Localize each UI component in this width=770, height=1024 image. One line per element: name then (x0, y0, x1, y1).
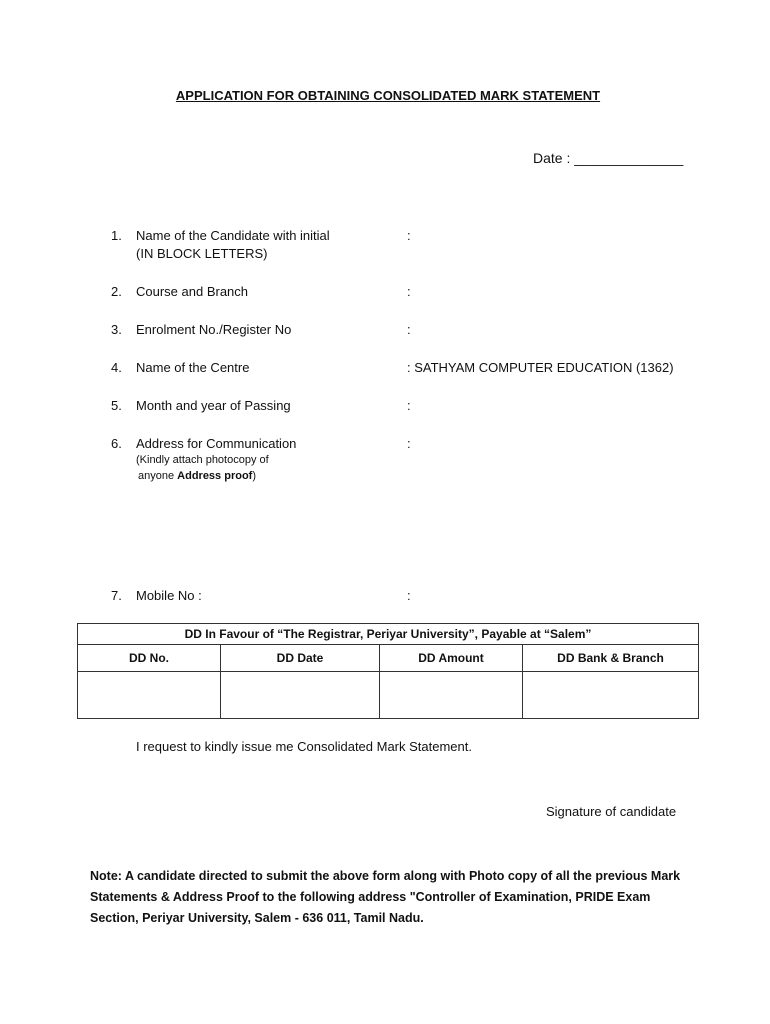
dd-col-no: DD No. (78, 645, 221, 672)
item-7-label: Mobile No : (136, 588, 202, 603)
dd-amount-cell (380, 672, 523, 719)
item-5-label: Month and year of Passing (136, 398, 291, 413)
item-6-note-line1: (Kindly attach photocopy of (136, 454, 269, 466)
item-1-value: : (407, 228, 411, 243)
item-6-note-suffix: ) (252, 470, 257, 482)
item-2-label: Course and Branch (136, 284, 249, 299)
request-statement: I request to kindly issue me Consolidated Mark Statement. (136, 739, 472, 754)
dd-col-bank: DD Bank & Branch (523, 645, 699, 672)
item-6-value: : (407, 436, 411, 451)
item-1-label: Name of the Candidate with initial (136, 228, 330, 243)
item-1-sublabel: (IN BLOCK LETTERS) (136, 246, 268, 261)
item-3-value: : (407, 322, 411, 337)
footnote: Note: A candidate directed to submit the above form along with Photo copy of all the previous Mark Statements & Address Proof to the following address "Controller of Examination, PRIDE Exam Section, Periyar University, Salem - 636 011, Tamil Nadu. (90, 869, 681, 925)
item-6-note-prefix: anyone (138, 470, 178, 482)
dd-bank-cell (523, 672, 699, 719)
item-4-number: 4. (111, 360, 122, 375)
item-7-value: : (407, 588, 411, 603)
item-2-value: : (407, 284, 411, 299)
date-field: Date : ______________ (533, 150, 684, 166)
item-6-note-line2 (138, 470, 256, 482)
form-title: APPLICATION FOR OBTAINING CONSOLIDATED MARK STATEMENT (175, 88, 601, 103)
dd-table (77, 623, 699, 719)
item-4-value: : SATHYAM COMPUTER EDUCATION (1362) (407, 360, 674, 375)
item-5-number: 5. (111, 398, 122, 413)
item-6-number: 6. (111, 436, 122, 451)
item-2-number: 2. (111, 284, 122, 299)
dd-date-cell (221, 672, 380, 719)
dd-no-cell (78, 672, 221, 719)
signature-label: Signature of candidate (546, 804, 677, 819)
dd-col-date: DD Date (221, 645, 380, 672)
item-6-label: Address for Communication (136, 436, 297, 451)
dd-table-heading: DD In Favour of “The Registrar, Periyar University”, Payable at “Salem” (78, 624, 699, 645)
item-1-number: 1. (111, 228, 122, 243)
dd-col-amount: DD Amount (380, 645, 523, 672)
item-3-number: 3. (111, 322, 122, 337)
item-5-value: : (407, 398, 411, 413)
item-7-number: 7. (111, 588, 122, 603)
item-4-label: Name of the Centre (136, 360, 250, 375)
item-3-label: Enrolment No./Register No (136, 322, 292, 337)
item-6-note-bold: Address proof (177, 470, 253, 482)
